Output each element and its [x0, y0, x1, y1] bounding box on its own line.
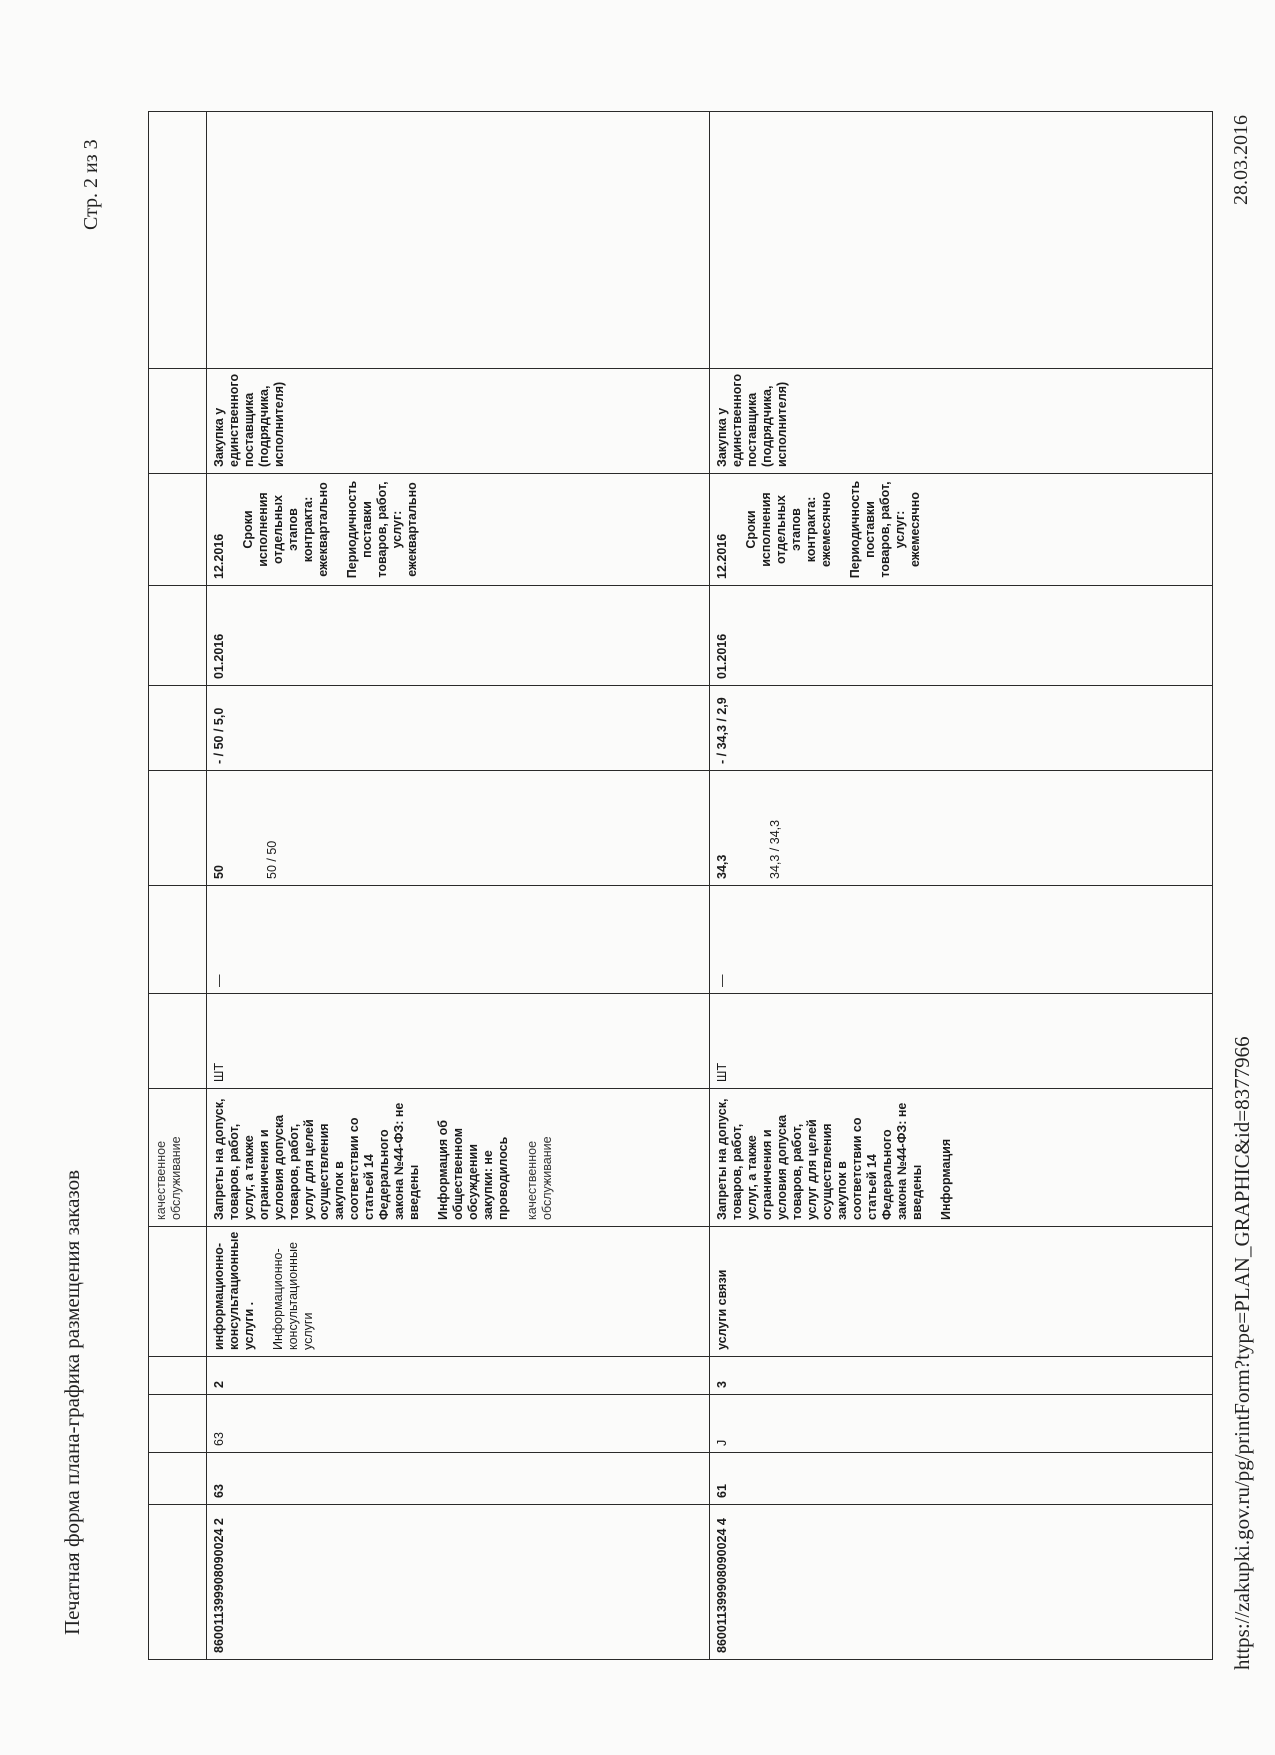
table-row: [207, 112, 710, 1660]
number-cell: 3: [710, 1357, 1213, 1395]
okved-cell: J: [710, 1395, 1213, 1453]
code-cell: 860011399908090024 2: [207, 1505, 710, 1660]
unit-cell: ШТ: [207, 994, 710, 1089]
number-cell: 2: [207, 1357, 710, 1395]
okved-cell: 63: [207, 1395, 710, 1453]
unit-cell: ШТ: [710, 994, 1213, 1089]
footer-date: 28.03.2016: [1230, 115, 1252, 205]
end-date-cell: 12.2016 Сроки исполнения отдельных этапов контракта: ежеквартально Периодичность поставки товаров, работ, услуг: ежеквартально: [207, 474, 710, 586]
end-date-cell: 12.2016 Сроки исполнения отдельных этапов контракта: ежемесячно Периодичность поставки товаров, работ, услуг: ежемесячно: [710, 474, 1213, 586]
page-title: Печатная форма плана-графика размещения заказов: [60, 1170, 84, 1635]
start-date-cell: 01.2016: [207, 586, 710, 686]
note-cell: [710, 112, 1213, 369]
requirements-cell: Запреты на допуск, товаров, работ, услуг, а также ограничения и условия допуска товаров, работ, услуг для целей осуществления закупок в соответствии со статьей 14 Федерального закона №44-ФЗ: не введены Информация об общественном обсуждении закупки: не проводилось качественное обслуживание: [207, 1089, 710, 1227]
criteria-cell: качественное обслуживание: [149, 1089, 207, 1227]
amount-cell: 34,3 34,3 / 34,3: [710, 771, 1213, 886]
name-cell: услуги связи: [710, 1227, 1213, 1357]
method-cell: Закупка у единственного поставщика (подрядчика, исполнителя): [207, 369, 710, 474]
amount-cell: 50 50 / 50: [207, 771, 710, 886]
page-number: Стр. 2 из 3: [80, 139, 102, 230]
method-cell: Закупка у единственного поставщика (подрядчика, исполнителя): [710, 369, 1213, 474]
plan-schedule-table: [148, 111, 1213, 1660]
name-cell: информационно-консультационные услуги . Информационно-консультационные услуги: [207, 1227, 710, 1357]
table-row: [710, 112, 1213, 1660]
guarantee-cell: - / 34,3 / 2,9: [710, 686, 1213, 771]
table-row: [149, 112, 207, 1660]
requirements-cell: Запреты на допуск, товаров, работ, услуг, а также ограничения и условия допуска товаров, работ, услуг для целей осуществления закупок в соответствии со статьей 14 Федерального закона №44-ФЗ: не введены Информация: [710, 1089, 1213, 1227]
kbk-cell: 61: [710, 1453, 1213, 1505]
code-cell: 860011399908090024 4: [710, 1505, 1213, 1660]
note-cell: [207, 112, 710, 369]
quantity-cell: —: [207, 886, 710, 994]
quantity-cell: —: [710, 886, 1213, 994]
kbk-cell: 63: [207, 1453, 710, 1505]
start-date-cell: 01.2016: [710, 586, 1213, 686]
guarantee-cell: - / 50 / 5,0: [207, 686, 710, 771]
footer-url: https://zakupki.gov.ru/pg/printForm?type=PLAN_GRAPHIC&id=8377966: [1230, 1036, 1254, 1670]
